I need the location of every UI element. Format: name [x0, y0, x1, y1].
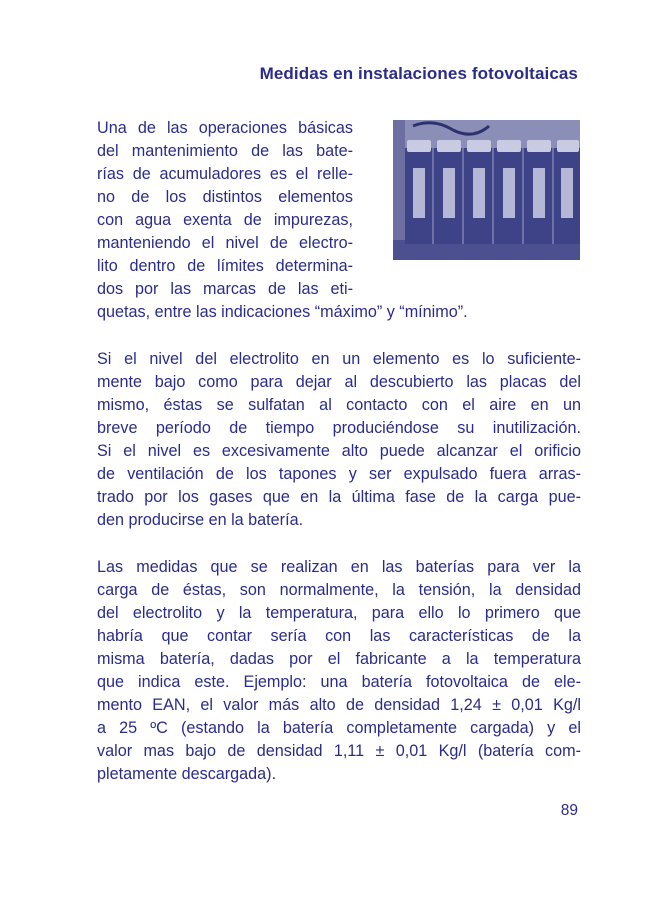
text-line: carga de éstas, son normalmente, la tensión, la densidad — [97, 581, 581, 599]
text-line: valor mas bajo de densidad 1,11 ± 0,01 Kg/l (batería com- — [97, 742, 581, 760]
text-line: mente bajo como para dejar al descubierto las placas del — [97, 373, 581, 391]
text-line: que indica este. Ejemplo: una batería fotovoltaica de ele- — [97, 673, 581, 691]
text-line: mento EAN, el valor más alto de densidad 1,24 ± 0,01 Kg/l — [97, 696, 581, 714]
text-line: a 25 ºC (estando la batería completamente cargada) y el — [97, 719, 581, 737]
text-line: breve período de tiempo produciéndose su inutilización. — [97, 419, 581, 437]
paragraph-3 — [97, 556, 581, 786]
paragraph-1 — [97, 117, 581, 324]
text-line: trado por los gases que en la última fase de la carga pue- — [97, 488, 581, 506]
text-line: Una de las operaciones básicas — [97, 119, 353, 137]
text-line: no de los distintos elementos — [97, 188, 353, 206]
text-line: del mantenimiento de las bate- — [97, 142, 353, 160]
text-line: de ventilación de los tapones y ser expulsado fuera arras- — [97, 465, 581, 483]
text-line: lito dentro de límites determina- — [97, 257, 353, 275]
page-number: 89 — [560, 802, 578, 819]
body-text — [97, 117, 581, 786]
text-line: quetas, entre las indicaciones “máximo” y “mínimo”. — [97, 303, 468, 321]
text-line: den producirse en la batería. — [97, 511, 304, 529]
text-line: Las medidas que se realizan en las baterías para ver la — [97, 558, 581, 576]
text-line: pletamente descargada). — [97, 765, 277, 783]
text-line: con agua exenta de impurezas, — [97, 211, 353, 229]
text-line: Si el nivel es excesivamente alto puede alcanzar el orificio — [97, 442, 581, 460]
text-line: Si el nivel del electrolito en un elemento es lo suficiente- — [97, 350, 581, 368]
paragraph-2 — [97, 348, 581, 532]
text-line: mismo, éstas se sulfatan al contacto con el aire en un — [97, 396, 581, 414]
page-header-title: Medidas en instalaciones fotovoltaicas — [259, 64, 578, 83]
text-line: misma batería, dadas por el fabricante a la temperatura — [97, 650, 581, 668]
text-line: del electrolito y la temperatura, para ello lo primero que — [97, 604, 581, 622]
text-line: habría que contar sería con las características de la — [97, 627, 581, 645]
text-line: rías de acumuladores es el relle- — [97, 165, 353, 183]
text-line: manteniendo el nivel de electro- — [97, 234, 353, 252]
text-line: dos por las marcas de las eti- — [97, 280, 353, 298]
